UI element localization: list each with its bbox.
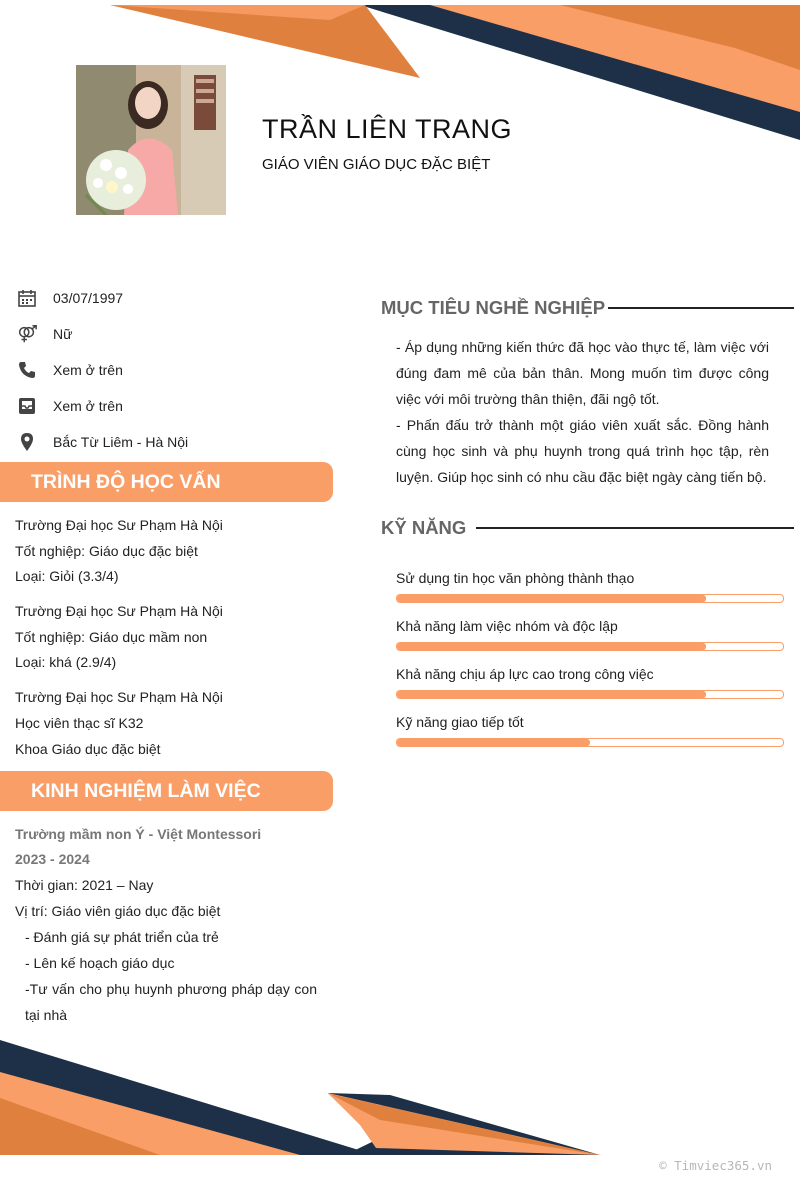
skill-name: Kỹ năng giao tiếp tốt <box>396 714 524 730</box>
education-major: Học viên thạc sĩ K32 <box>15 714 144 731</box>
skill-name: Khả năng chịu áp lực cao trong công việc <box>396 666 654 682</box>
education-entry <box>15 599 330 676</box>
contact-text: 03/07/1997 <box>53 290 124 306</box>
education-heading: TRÌNH ĐỘ HỌC VẤN <box>0 462 333 502</box>
contact-address <box>16 424 336 460</box>
experience-duty: - Đánh giá sự phát triển của trẻ <box>25 929 219 945</box>
experience-company: Trường mầm non Ý - Việt Montessori <box>15 826 262 842</box>
experience-duty: -Tư vấn cho phụ huynh phương pháp dạy con tại nhà <box>25 981 317 1023</box>
skill-item <box>396 565 784 613</box>
skill-bar-fill <box>397 643 706 650</box>
experience-duty: - Lên kế hoạch giáo dục <box>25 955 175 971</box>
experience-heading: KINH NGHIỆM LÀM VIỆC <box>0 771 333 811</box>
objective-heading: MỤC TIÊU NGHỀ NGHIỆP <box>381 297 606 318</box>
education-school: Trường Đại học Sư Phạm Hà Nội <box>15 689 223 706</box>
contact-text: Bắc Từ Liêm - Hà Nội <box>53 434 189 450</box>
objective-paragraph: - Phấn đấu trở thành một giáo viên xuất sắc. Đồng hành cùng học sinh và phụ huynh trong quá trình học tập, rèn luyện. Giúp học sinh có nhu cầu đặc biệt ngày càng tiến bộ. <box>396 417 769 485</box>
experience-time: Thời gian: 2021 – Nay <box>15 877 154 893</box>
candidate-name: TRẦN LIÊN TRANG <box>262 114 513 144</box>
objective-paragraph: - Áp dụng những kiến thức đã học vào thực tế, làm việc với đúng đam mê của bản thân. Mong muốn tìm được công việc với môi trường thân thiện, đãi ngộ tốt. <box>396 339 769 407</box>
gender-icon <box>16 323 38 345</box>
education-entry <box>15 685 330 762</box>
objective-divider <box>608 307 794 309</box>
objective-text <box>396 334 769 490</box>
education-list <box>15 513 330 771</box>
skill-item <box>396 709 784 757</box>
calendar-icon <box>16 287 38 309</box>
education-school: Trường Đại học Sư Phạm Hà Nội <box>15 603 223 620</box>
skill-bar <box>396 642 784 651</box>
skill-item <box>396 613 784 661</box>
watermark: © Timviec365.vn <box>659 1158 772 1173</box>
contact-text: Nữ <box>53 326 73 342</box>
contact-birthday <box>16 280 336 316</box>
skills-divider <box>476 527 794 529</box>
skill-bar <box>396 690 784 699</box>
contact-phone <box>16 352 336 388</box>
skill-name: Khả năng làm việc nhóm và độc lập <box>396 618 618 634</box>
contact-email <box>16 388 336 424</box>
skill-bar-fill <box>397 691 706 698</box>
skills-list <box>396 565 784 757</box>
email-icon <box>16 395 38 417</box>
contact-info <box>16 280 336 460</box>
experience-period: 2023 - 2024 <box>15 851 90 867</box>
education-school: Trường Đại học Sư Phạm Hà Nội <box>15 517 223 533</box>
contact-gender <box>16 316 336 352</box>
skill-bar-fill <box>397 739 590 746</box>
phone-icon <box>16 359 38 381</box>
skill-bar-fill <box>397 595 706 602</box>
education-grade: Khoa Giáo dục đặc biệt <box>15 740 161 757</box>
education-entry <box>15 513 330 590</box>
profile-photo <box>76 65 226 215</box>
candidate-job-title: GIÁO VIÊN GIÁO DỤC ĐẶC BIỆT <box>262 156 491 173</box>
skill-bar <box>396 594 784 603</box>
education-grade: Loại: khá (2.9/4) <box>15 654 117 671</box>
experience-section <box>15 822 317 1028</box>
experience-position: Vị trí: Giáo viên giáo dục đặc biệt <box>15 903 221 919</box>
skill-name: Sử dụng tin học văn phòng thành thạo <box>396 570 635 586</box>
education-major: Tốt nghiệp: Giáo dục đặc biệt <box>15 542 198 559</box>
skill-bar <box>396 738 784 747</box>
location-icon <box>16 431 38 453</box>
skill-item <box>396 661 784 709</box>
education-major: Tốt nghiệp: Giáo dục mầm non <box>15 628 208 645</box>
skills-heading: KỸ NĂNG <box>381 517 467 538</box>
contact-text: Xem ở trên <box>53 398 123 414</box>
contact-text: Xem ở trên <box>53 362 123 378</box>
education-grade: Loại: Giỏi (3.3/4) <box>15 568 119 585</box>
